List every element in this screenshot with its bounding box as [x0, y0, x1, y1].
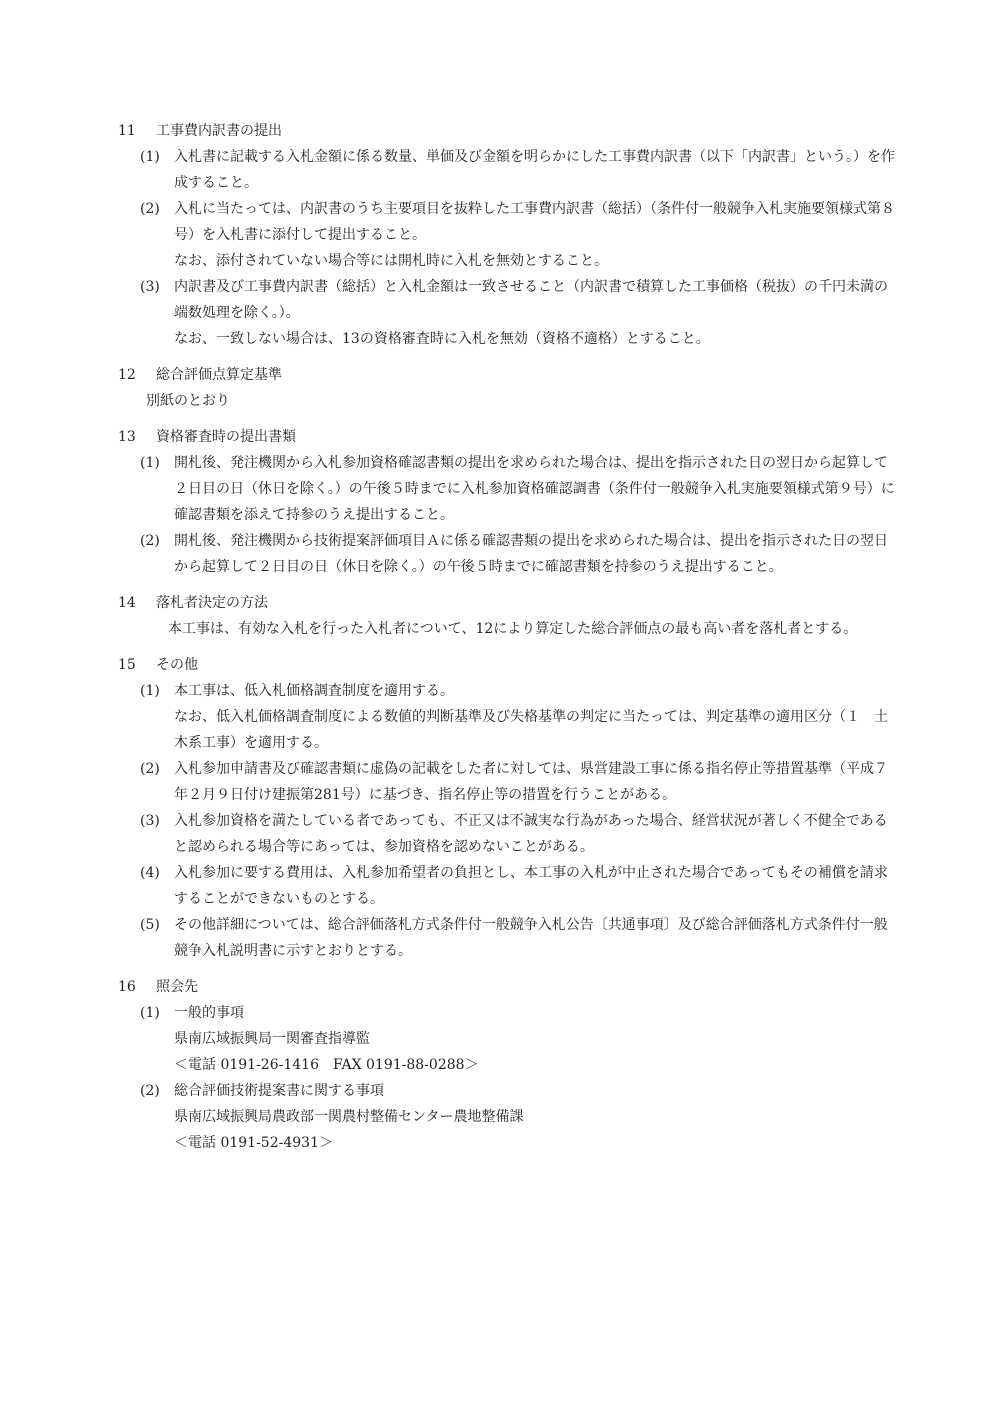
list-item	[118, 678, 900, 704]
contact-item	[118, 1078, 900, 1104]
section-title: 工事費内訳書の提出	[156, 123, 282, 139]
section-number: 13	[118, 429, 136, 445]
item-text: 入札書に記載する入札金額に係る数量、単価及び金額を明らかにした工事費内訳書（以下「内訳書」という。）を作成すること。	[174, 149, 895, 191]
section-heading	[118, 118, 900, 144]
list-item	[118, 144, 900, 196]
section-number: 16	[118, 979, 136, 995]
contact-item	[118, 1000, 900, 1026]
section-heading	[118, 974, 900, 1000]
section-title: 総合評価点算定基準	[156, 367, 282, 383]
item-text: 内訳書及び工事費内訳書（総括）と入札金額は一致させること（内訳書で積算した工事価格（税抜）の千円未満の端数処理を除く。）。	[174, 279, 888, 321]
list-item	[118, 756, 900, 808]
list-item	[118, 912, 900, 964]
list-item	[118, 274, 900, 326]
section-15	[118, 652, 900, 964]
section-16	[118, 974, 900, 1156]
item-text: 入札参加に要する費用は、入札参加希望者の負担とし、本工事の入札が中止された場合であってもその補償を請求することができないものとする。	[174, 865, 888, 907]
section-heading	[118, 652, 900, 678]
contact-phone: ＜電話 0191-52-4931＞	[174, 1135, 333, 1151]
section-12	[118, 362, 900, 414]
section-title: その他	[156, 657, 198, 673]
section-body: 別紙のとおり	[146, 393, 230, 409]
item-text: 入札参加申請書及び確認書類に虚偽の記載をした者に対しては、県営建設工事に係る指名停止等措置基準（平成７年２月９日付け建振第281号）に基づき、指名停止等の措置を行うことがある。	[174, 761, 888, 803]
item-number: (1)	[140, 149, 160, 165]
section-number: 15	[118, 657, 136, 673]
section-number: 12	[118, 367, 136, 383]
section-14	[118, 590, 900, 642]
section-heading	[118, 424, 900, 450]
item-text: 開札後、発注機関から入札参加資格確認書類の提出を求められた場合は、提出を指示された日の翌日から起算して２日目の日（休日を除く。）の午後５時までに入札参加資格確認調書（条件付一般競争入札実施要領様式第９号）に確認書類を添えて持参のうえ提出すること。	[174, 455, 895, 523]
item-note: なお、一致しない場合は、13の資格審査時に入札を無効（資格不適格）とすること。	[174, 331, 710, 347]
item-number: (3)	[140, 279, 160, 295]
item-note: なお、添付されていない場合等には開札時に入札を無効とすること。	[174, 253, 608, 269]
contact-phone: ＜電話 0191-26-1416 FAX 0191-88-0288＞	[174, 1057, 479, 1073]
item-text: その他詳細については、総合評価落札方式条件付一般競争入札公告〔共通事項〕及び総合評価落札方式条件付一般競争入札説明書に示すとおりとする。	[174, 917, 888, 959]
section-body: 本工事は、有効な入札を行った入札者について、12により算定した総合評価点の最も高い者を落札者とする。	[168, 621, 858, 637]
list-item	[118, 528, 900, 580]
section-title: 照会先	[156, 979, 198, 995]
item-number: (4)	[140, 865, 160, 881]
contact-organization: 県南広域振興局一関審査指導監	[174, 1031, 370, 1047]
list-item	[118, 860, 900, 912]
contact-organization: 県南広域振興局農政部一関農村整備センター農地整備課	[174, 1109, 524, 1125]
item-text: 開札後、発注機関から技術提案評価項目Ａに係る確認書類の提出を求められた場合は、提出を指示された日の翌日から起算して２日目の日（休日を除く。）の午後５時までに確認書類を持参のうえ提出すること。	[174, 533, 888, 575]
item-number: (1)	[140, 1005, 160, 1021]
item-text: 入札に当たっては、内訳書のうち主要項目を抜粋した工事費内訳書（総括）（条件付一般競争入札実施要領様式第８号）を入札書に添付して提出すること。	[174, 201, 895, 243]
item-number: (2)	[140, 1083, 160, 1099]
item-text: 本工事は、低入札価格調査制度を適用する。	[174, 683, 454, 699]
contact-label: 一般的事項	[174, 1005, 244, 1021]
section-13	[118, 424, 900, 580]
list-item	[118, 196, 900, 248]
section-number: 14	[118, 595, 136, 611]
item-number: (2)	[140, 761, 160, 777]
list-item	[118, 808, 900, 860]
section-heading	[118, 590, 900, 616]
item-number: (2)	[140, 201, 160, 217]
item-number: (5)	[140, 917, 160, 933]
item-number: (1)	[140, 455, 160, 471]
item-number: (3)	[140, 813, 160, 829]
section-heading	[118, 362, 900, 388]
section-title: 落札者決定の方法	[156, 595, 268, 611]
section-title: 資格審査時の提出書類	[156, 429, 296, 445]
list-item	[118, 450, 900, 528]
item-number: (2)	[140, 533, 160, 549]
item-note: なお、低入札価格調査制度による数値的判断基準及び失格基準の判定に当たっては、判定基準の適用区分（１ 土木系工事）を適用する。	[174, 709, 888, 751]
section-11	[118, 118, 900, 352]
item-number: (1)	[140, 683, 160, 699]
item-text: 入札参加資格を満たしている者であっても、不正又は不誠実な行為があった場合、経営状況が著しく不健全であると認められる場合等にあっては、参加資格を認めないことがある。	[174, 813, 888, 855]
section-number: 11	[118, 123, 136, 139]
contact-label: 総合評価技術提案書に関する事項	[174, 1083, 384, 1099]
